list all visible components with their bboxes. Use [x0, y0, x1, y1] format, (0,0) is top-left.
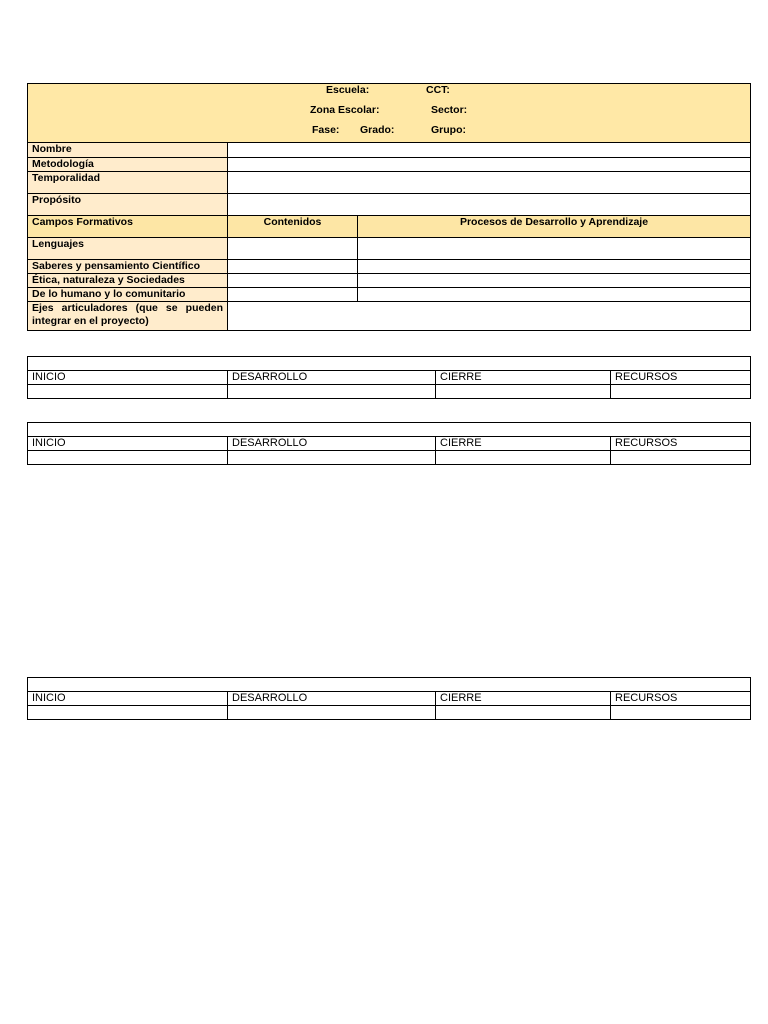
inicio-cell[interactable]	[28, 451, 228, 465]
desarrollo-cell[interactable]	[228, 706, 436, 720]
planning-table	[27, 83, 751, 331]
col-recursos: RECURSOS	[611, 692, 751, 706]
procesos-header: Procesos de Desarrollo y Aprendizaje	[358, 216, 751, 238]
campo-humano-contenidos[interactable]	[228, 288, 358, 302]
cierre-cell[interactable]	[436, 385, 611, 399]
nombre-label: Nombre	[28, 143, 228, 158]
col-recursos: RECURSOS	[611, 437, 751, 451]
proposito-field[interactable]	[228, 194, 751, 216]
escuela-label: Escuela:	[326, 84, 370, 96]
contenidos-header: Contenidos	[228, 216, 358, 238]
zona-escolar-label: Zona Escolar:	[310, 104, 380, 116]
cct-label: CCT:	[426, 84, 450, 96]
col-recursos: RECURSOS	[611, 371, 751, 385]
proposito-label: Propósito	[28, 194, 228, 216]
temporalidad-label: Temporalidad	[28, 172, 228, 194]
metodologia-label: Metodología	[28, 158, 228, 172]
temporalidad-field[interactable]	[228, 172, 751, 194]
nombre-field[interactable]	[228, 143, 751, 158]
col-desarrollo: DESARROLLO	[228, 371, 436, 385]
cierre-cell[interactable]	[436, 451, 611, 465]
campo-etica-contenidos[interactable]	[228, 274, 358, 288]
col-cierre: CIERRE	[436, 437, 611, 451]
ejes-articuladores-label: Ejes articuladores (que se pueden integrar en el proyecto)	[28, 302, 228, 331]
desarrollo-cell[interactable]	[228, 385, 436, 399]
inicio-cell[interactable]	[28, 706, 228, 720]
campo-etica-label: Ética, naturaleza y Sociedades	[28, 274, 228, 288]
col-cierre: CIERRE	[436, 692, 611, 706]
grupo-label: Grupo:	[431, 124, 466, 136]
campo-etica-procesos[interactable]	[358, 274, 751, 288]
activity-title-row[interactable]	[28, 423, 751, 437]
col-desarrollo: DESARROLLO	[228, 692, 436, 706]
campo-humano-label: De lo humano y lo comunitario	[28, 288, 228, 302]
col-desarrollo: DESARROLLO	[228, 437, 436, 451]
metodologia-field[interactable]	[228, 158, 751, 172]
campo-lenguajes-procesos[interactable]	[358, 238, 751, 260]
ejes-articuladores-field[interactable]	[228, 302, 751, 331]
campo-saberes-procesos[interactable]	[358, 260, 751, 274]
campos-formativos-header: Campos Formativos	[28, 216, 228, 238]
sector-label: Sector:	[431, 104, 468, 116]
grado-label: Grado:	[360, 124, 395, 136]
recursos-cell[interactable]	[611, 706, 751, 720]
campo-lenguajes-contenidos[interactable]	[228, 238, 358, 260]
cierre-cell[interactable]	[436, 706, 611, 720]
recursos-cell[interactable]	[611, 385, 751, 399]
activity-title-row[interactable]	[28, 357, 751, 371]
col-inicio: INICIO	[28, 371, 228, 385]
activity-table-1	[27, 356, 751, 399]
activity-title-row[interactable]	[28, 678, 751, 692]
recursos-cell[interactable]	[611, 451, 751, 465]
inicio-cell[interactable]	[28, 385, 228, 399]
campo-saberes-label: Saberes y pensamiento Científico	[28, 260, 228, 274]
activity-table-3	[27, 677, 751, 720]
col-inicio: INICIO	[28, 692, 228, 706]
campo-saberes-contenidos[interactable]	[228, 260, 358, 274]
campo-lenguajes-label: Lenguajes	[28, 238, 228, 260]
fase-label: Fase:	[312, 124, 340, 136]
campo-humano-procesos[interactable]	[358, 288, 751, 302]
col-inicio: INICIO	[28, 437, 228, 451]
school-header	[28, 84, 751, 143]
col-cierre: CIERRE	[436, 371, 611, 385]
desarrollo-cell[interactable]	[228, 451, 436, 465]
activity-table-2	[27, 422, 751, 465]
